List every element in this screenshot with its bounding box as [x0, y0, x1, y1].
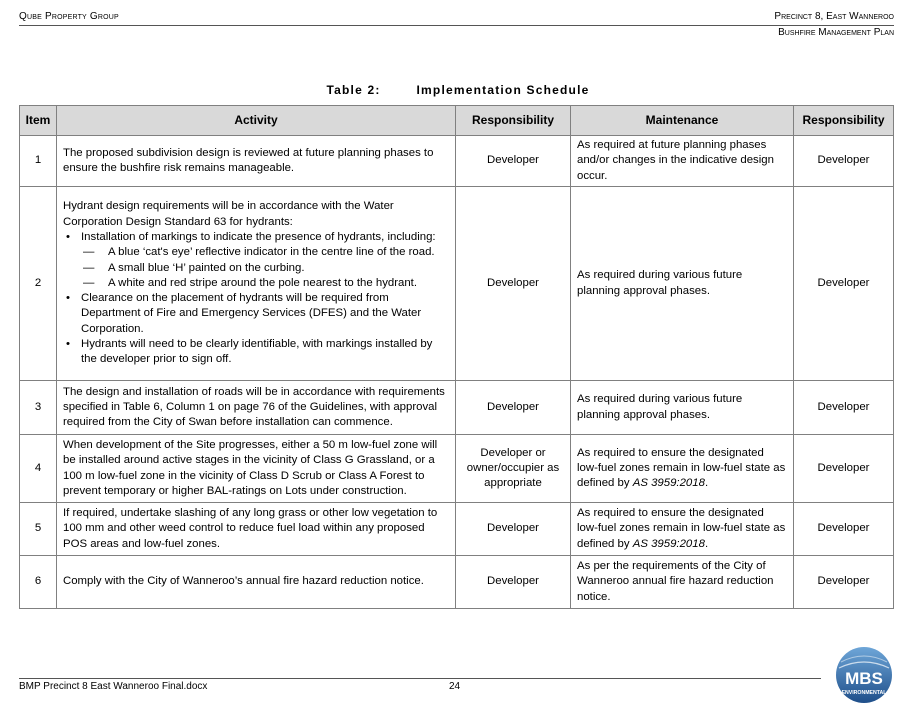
- table-row: [20, 381, 894, 435]
- dash-item: — A white and red stripe around the pole nearest to the hydrant.: [63, 276, 449, 291]
- cell-maintenance: [571, 435, 794, 503]
- mbs-environmental-logo: [835, 646, 893, 704]
- maintenance-text: As required to ensure the designated low-fuel zones remain in low-fuel state as defined by: [577, 446, 786, 490]
- bullet-item: • Hydrants will need to be clearly identifiable, with markings installed by the developer prior to sign off.: [63, 337, 449, 368]
- cell-activity: Comply with the City of Wanneroo’s annual fire hazard reduction notice.: [57, 556, 456, 609]
- table-row: [20, 187, 894, 381]
- cell-maintenance: As required at future planning phases and/or changes in the indicative design occur.: [571, 136, 794, 187]
- cell-activity: The proposed subdivision design is reviewed at future planning phases to ensure the bushfire risk remains manageable.: [57, 136, 456, 187]
- header-document: Bushfire Management Plan: [778, 27, 894, 38]
- cell-item: 5: [20, 503, 57, 556]
- cell-activity: When development of the Site progresses, either a 50 m low-fuel zone will be installed around active stages in the vicinity of Class G Grassland, or a 100 m low-fuel zone in the vicinity of Class D Scrub or Class A Forest to prevent temporary or higher BAL-ratings on Lots under construction.: [57, 435, 456, 503]
- header-company: Qube Property Group: [19, 11, 119, 22]
- cell-maintenance-responsibility: Developer: [794, 435, 894, 503]
- cell-maintenance-responsibility: Developer: [794, 136, 894, 187]
- col-header-responsibility: Responsibility: [456, 106, 571, 136]
- cell-item: 2: [20, 187, 57, 381]
- implementation-schedule-table: [19, 105, 894, 609]
- dash-item: — A blue ‘cat's eye’ reflective indicator in the centre line of the road.: [63, 245, 449, 260]
- dash-list: [63, 245, 449, 291]
- col-header-activity: Activity: [57, 106, 456, 136]
- cell-item: 3: [20, 381, 57, 435]
- cell-responsibility: Developer: [456, 187, 571, 381]
- cell-activity: If required, undertake slashing of any long grass or other low vegetation to 100 mm and other weed control to reduce fuel load within any proposed POS areas and low-fuel zones.: [57, 503, 456, 556]
- cell-maintenance: As required during various future planning approval phases.: [571, 381, 794, 435]
- standard-reference: AS 3959:2018: [632, 537, 705, 550]
- col-header-maintenance-responsibility: Responsibility: [794, 106, 894, 136]
- cell-responsibility: Developer: [456, 503, 571, 556]
- dash-item: — A small blue ‘H’ painted on the curbing.: [63, 261, 449, 276]
- table-row: [20, 136, 894, 187]
- table-title: [0, 83, 916, 97]
- cell-activity: The design and installation of roads will be in accordance with requirements specified in Table 6, Column 1 on page 76 of the Guidelines, with approval required from the City of Swan before installation can commence.: [57, 381, 456, 435]
- activity-intro: Hydrant design requirements will be in accordance with the Water Corporation Design Standard 63 for hydrants:: [63, 200, 394, 228]
- logo-text-sub: ENVIRONMENTAL: [841, 690, 887, 696]
- cell-maintenance: As required during various future planning approval phases.: [571, 187, 794, 381]
- cell-responsibility: Developer: [456, 381, 571, 435]
- col-header-item: Item: [20, 106, 57, 136]
- cell-maintenance: As per the requirements of the City of Wanneroo annual fire hazard reduction notice.: [571, 556, 794, 609]
- cell-item: 1: [20, 136, 57, 187]
- maintenance-end: .: [704, 537, 709, 550]
- cell-maintenance-responsibility: Developer: [794, 503, 894, 556]
- cell-activity: [57, 187, 456, 381]
- cell-responsibility: Developer: [456, 556, 571, 609]
- cell-maintenance: [571, 503, 794, 556]
- bullet-item: • Clearance on the placement of hydrants will be required from Department of Fire and Emergency Services (DFES) and the Water Corporation.: [63, 291, 449, 337]
- maintenance-end: .: [704, 477, 709, 490]
- table-name: Implementation Schedule: [416, 83, 590, 97]
- table-row: [20, 435, 894, 503]
- col-header-maintenance: Maintenance: [571, 106, 794, 136]
- cell-maintenance-responsibility: Developer: [794, 187, 894, 381]
- cell-maintenance-responsibility: Developer: [794, 556, 894, 609]
- cell-responsibility: Developer or owner/occupier as appropriate: [456, 435, 571, 503]
- table-row: [20, 503, 894, 556]
- cell-maintenance-responsibility: Developer: [794, 381, 894, 435]
- cell-item: 4: [20, 435, 57, 503]
- header-project: Precinct 8, East Wanneroo: [774, 11, 894, 22]
- cell-responsibility: Developer: [456, 136, 571, 187]
- standard-reference: AS 3959:2018: [632, 477, 705, 490]
- footer-divider: [19, 678, 821, 679]
- bullet-list: [63, 230, 449, 368]
- table-header-row: [20, 106, 894, 136]
- table-row: [20, 556, 894, 609]
- header-divider: [19, 25, 894, 26]
- bullet-item: [63, 230, 449, 291]
- bullet-text: Installation of markings to indicate the presence of hydrants, including:: [81, 230, 436, 243]
- cell-item: 6: [20, 556, 57, 609]
- table-number: Table 2:: [326, 83, 381, 97]
- maintenance-text: As required to ensure the designated low-fuel zones remain in low-fuel state as defined by: [577, 507, 786, 550]
- footer-filename: BMP Precinct 8 East Wanneroo Final.docx: [19, 681, 208, 692]
- logo-text-main: MBS: [845, 669, 883, 688]
- page-number: 24: [449, 681, 461, 692]
